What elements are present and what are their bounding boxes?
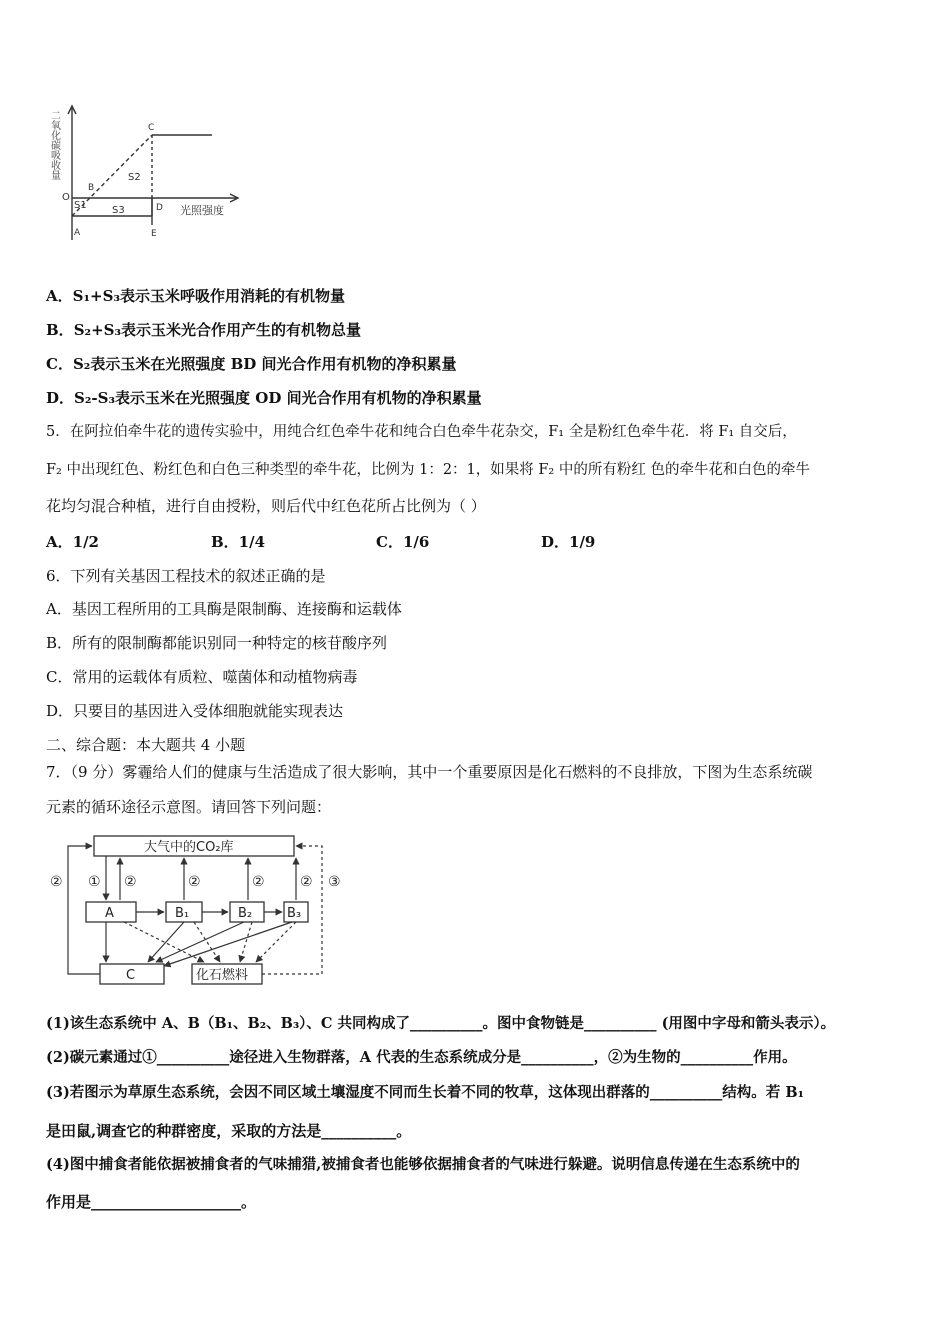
q6-stem: 6．下列有关基因工程技术的叙述正确的是 xyxy=(46,567,326,585)
q5-option-b: B．1/4 xyxy=(211,533,266,551)
node-c: C xyxy=(126,968,136,983)
area-s1: S1 xyxy=(74,200,87,211)
q7-sub1: (1)该生态系统中 A、B（B₁、B₂、B₃）、C 共同构成了__________。图中食物链是__________ (用图中字母和箭头表示）。 xyxy=(46,1015,836,1032)
q7-sub4-line1: (4)图中捕食者能依据被捕食者的气味捕猎,被捕食者也能够依据捕食者的气味进行躲避。说明信息传递在生态系统中的 xyxy=(46,1156,800,1173)
q6-option-b: B．所有的限制酶都能识别同一种特定的核苷酸序列 xyxy=(46,634,388,652)
label-3: ③ xyxy=(328,874,341,890)
q6-option-a: A．基因工程所用的工具酶是限制酶、连接酶和运载体 xyxy=(46,600,402,618)
q5-option-d: D．1/9 xyxy=(541,533,596,551)
q7-sub3-line1: (3)若图示为草原生态系统，会因不同区域土壤湿度不同而生长着不同的牧草，这体现出群落的__________结构。若 B₁ xyxy=(46,1084,804,1101)
q6-option-c: C．常用的运载体有质粒、噬菌体和动植物病毒 xyxy=(46,668,358,686)
q4-option-a: A．S₁+S₃表示玉米呼吸作用消耗的有机物量 xyxy=(46,287,346,305)
q5-option-a: A．1/2 xyxy=(46,533,99,551)
label-2-left: ② xyxy=(50,874,63,890)
q5-option-c: C．1/6 xyxy=(376,533,430,551)
q4-option-c: C．S₂表示玉米在光照强度 BD 间光合作用有机物的净积累量 xyxy=(46,355,457,373)
point-a: A xyxy=(74,228,81,238)
label-2-b1: ② xyxy=(188,874,201,890)
point-c: C xyxy=(148,123,155,133)
q7-sub4-line2: 作用是____________________。 xyxy=(46,1193,257,1211)
q4-option-d: D．S₂-S₃表示玉米在光照强度 OD 间光合作用有机物的净积累量 xyxy=(46,389,482,407)
area-s3: S3 xyxy=(112,205,125,216)
node-b2: B₂ xyxy=(238,906,253,921)
q7-stem-line2: 元素的循环途径示意图。请回答下列问题： xyxy=(46,798,332,816)
co2-pool-label: 大气中的CO₂库 xyxy=(144,840,234,855)
graph-y-label: 二氧化碳吸收量 xyxy=(48,110,60,180)
node-a: A xyxy=(105,906,114,921)
carbon-cycle-diagram xyxy=(44,830,354,990)
label-1: ① xyxy=(88,874,101,890)
q5-stem-line3: 花均匀混合种植，进行自由授粉，则后代中红色花所占比例为（ ） xyxy=(46,497,486,515)
q5-stem-line1: 5．在阿拉伯牵牛花的遗传实验中，用纯合红色牵牛花和纯合白色牵牛花杂交，F₁ 全是粉红色牵牛花．将 F₁ 自交后， xyxy=(46,424,797,440)
node-b3: B₃ xyxy=(287,906,302,921)
point-d: D xyxy=(156,203,163,213)
graph-x-label: 光照强度 xyxy=(180,204,224,217)
label-2-b3: ② xyxy=(300,874,313,890)
q7-sub2: (2)碳元素通过①__________途径进入生物群落，A 代表的生态系统成分是__________，②为生物的__________作用。 xyxy=(46,1049,797,1066)
point-o: O xyxy=(62,192,70,203)
q7-sub3-line2: 是田鼠,调查它的种群密度，采取的方法是__________。 xyxy=(46,1122,412,1140)
point-e: E xyxy=(151,229,157,239)
label-2-b2: ② xyxy=(252,874,265,890)
q7-stem-line1: 7．（9 分）雾霾给人们的健康与生活造成了很大影响，其中一个重要原因是化石燃料的不良排放，下图为生态系统碳 xyxy=(46,763,813,781)
section-2-heading: 二、综合题：本大题共 4 小题 xyxy=(46,736,246,754)
point-b: B xyxy=(88,183,95,193)
photosynthesis-graph xyxy=(48,100,262,250)
node-fossil-fuel: 化石燃料 xyxy=(196,968,249,983)
label-2-a: ② xyxy=(124,874,137,890)
area-s2: S2 xyxy=(128,172,141,183)
node-b1: B₁ xyxy=(175,906,190,921)
q4-option-b: B．S₂+S₃表示玉米光合作用产生的有机物总量 xyxy=(46,321,362,339)
q5-stem-line2: F₂ 中出现红色、粉红色和白色三种类型的牵牛花，比例为 1：2：1，如果将 F₂ 中的所有粉红 色的牵牛花和白色的牵牛 xyxy=(46,462,810,478)
q6-option-d: D．只要目的基因进入受体细胞就能实现表达 xyxy=(46,702,344,720)
